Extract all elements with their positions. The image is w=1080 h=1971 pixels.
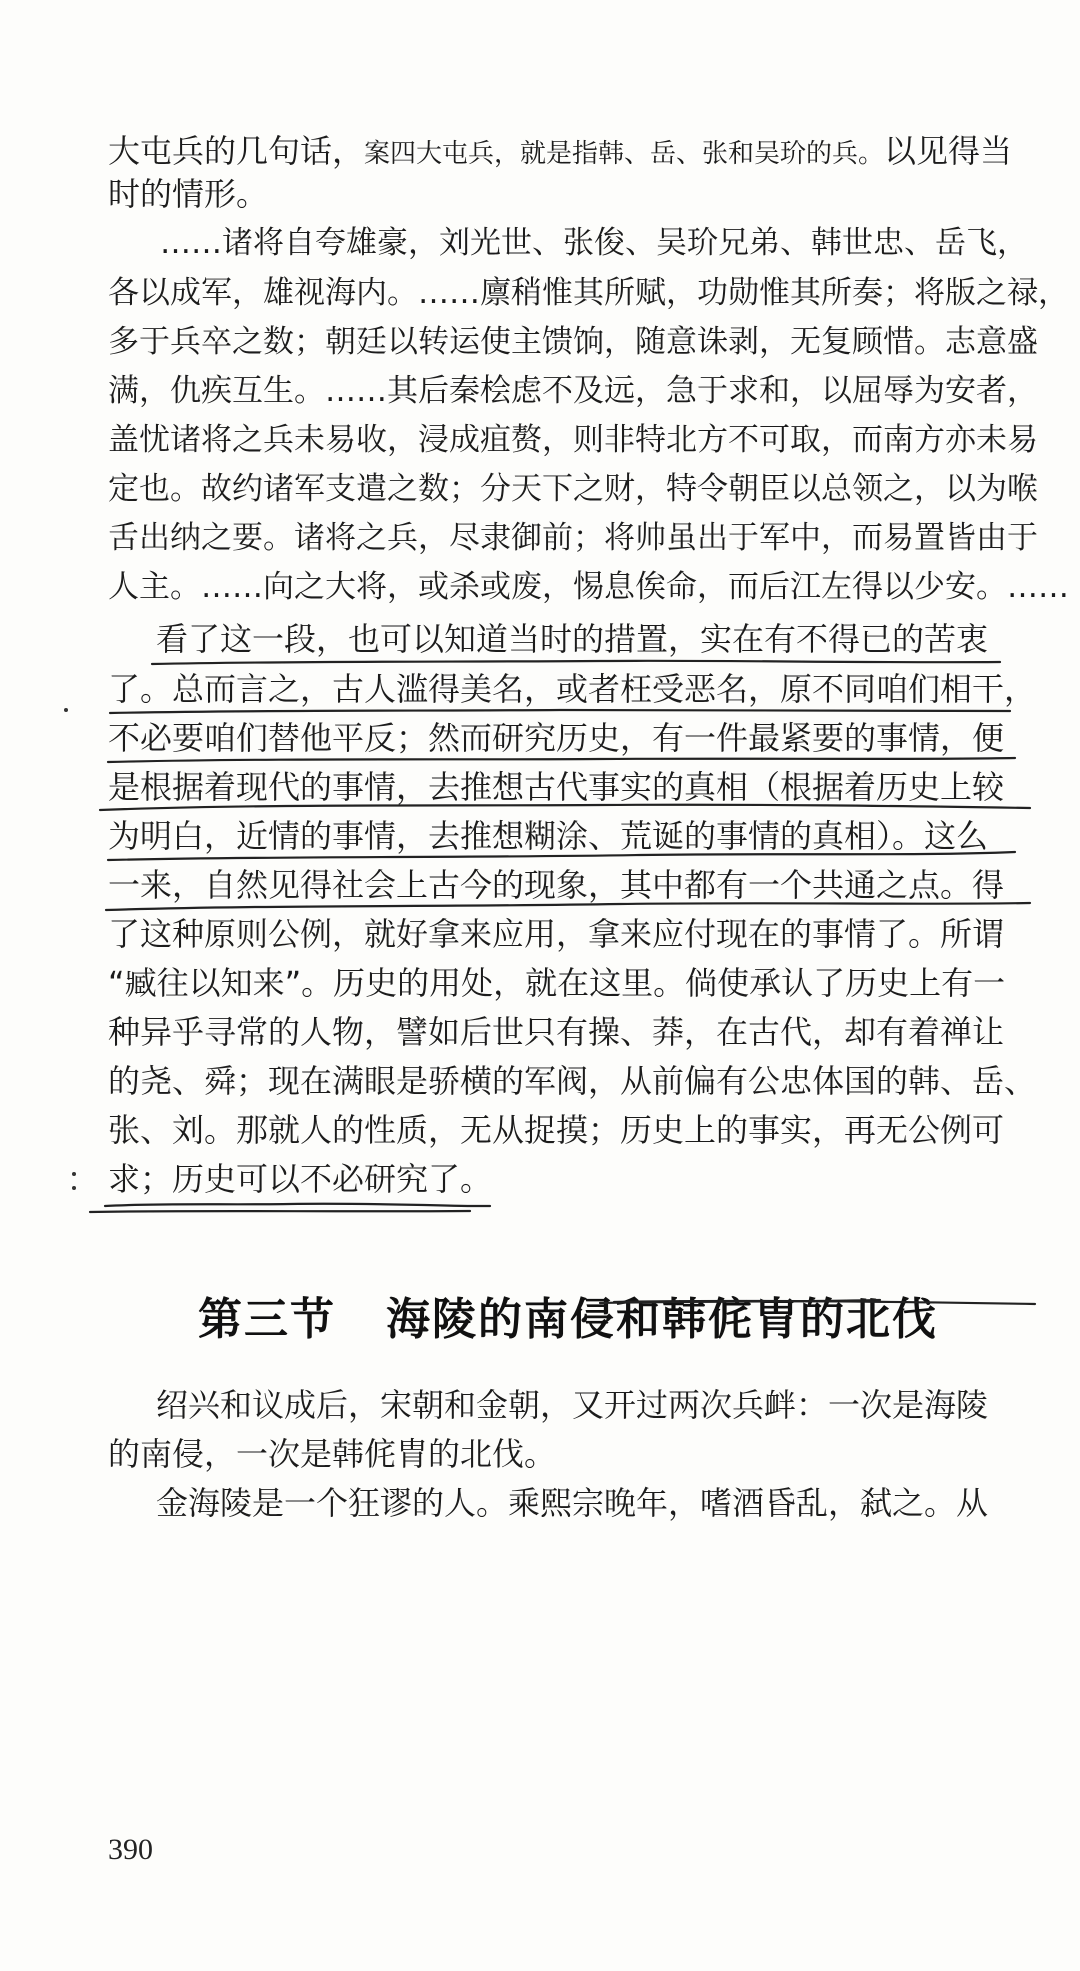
quote-line-2: 各以成军，雄视海内。……廪稍惟其所赋，功勋惟其所奏；将版之禄， (108, 275, 1069, 311)
after-line-3: 金海陵是一个狂谬的人。乘熙宗晚年，嗜酒昏乱，弑之。从 (156, 1484, 989, 1522)
quote-line-1: ……诸将自夸雄豪，刘光世、张俊、吴玠兄弟、韩世忠、岳飞， (160, 225, 1028, 261)
text-line-1-start: 大屯兵的几句话， (108, 132, 365, 170)
underline-stroke (152, 661, 1000, 664)
body-line-4: 是根据着现代的事情，去推想古代事实的真相（根据着历史上较 (108, 768, 1005, 806)
body-line-5: 为明白，近情的事情，去推想糊涂、荒诞的事情的真相）。这么 (108, 817, 989, 855)
body-line-7: 了这种原则公例，就好拿来应用，拿来应付现在的事情了。所谓 (108, 915, 1005, 953)
body-line-9: 种异乎寻常的人物，譬如后世只有操、莽，在古代，却有着禅让 (108, 1013, 1005, 1051)
underline-stroke (110, 710, 1010, 713)
underline-stroke (108, 758, 1015, 762)
body-line-11: 张、刘。那就人的性质，无从捉摸；历史上的事实，再无公例可 (108, 1111, 1005, 1149)
quote-line-8: 人主。……向之大将，或杀或废，惕息俟命，而后江左得以少安。…… (108, 569, 1069, 605)
margin-dot (64, 708, 68, 712)
margin-dot (72, 1186, 76, 1190)
underline-stroke (106, 903, 1030, 910)
body-line-6: 一来，自然见得社会上古今的现象，其中都有一个共通之点。得 (108, 866, 1005, 904)
underline-stroke (105, 1204, 490, 1206)
body-line-3: 不必要咱们替他平反；然而研究历史，有一件最紧要的事情，便 (108, 719, 1005, 757)
underline-stroke (90, 1211, 470, 1212)
inline-note: 案四大屯兵，就是指韩、岳、张和吴玠的兵。 (364, 139, 885, 169)
quote-line-4: 满，仇疾互生。……其后秦桧虑不及远，急于求和，以屈辱为安者， (108, 373, 1038, 409)
text-line-1 (108, 132, 1013, 170)
quote-line-6: 定也。故约诸军支遣之数；分天下之财，特令朝臣以总领之，以为喉 (108, 471, 1038, 507)
section-title: 海陵的南侵和韩侂胄的北伐 (386, 1294, 938, 1345)
body-line-8: “臧往以知来”。历史的用处，就在这里。倘使承认了历史上有一 (108, 964, 1006, 1002)
quote-line-3: 多于兵卒之数；朝廷以转运使主馈饷，随意诛剥，无复顾惜。志意盛 (108, 324, 1038, 360)
body-line-10: 的尧、舜；现在满眼是骄横的军阀，从前偏有公忠体国的韩、岳、 (108, 1062, 1037, 1100)
page-number: 390 (108, 1833, 153, 1866)
after-line-1: 绍兴和议成后，宋朝和金朝，又开过两次兵衅：一次是海陵 (156, 1386, 989, 1424)
quote-line-5: 盖忧诸将之兵未易收，浸成疽赘，则非特北方不可取，而南方亦未易 (108, 422, 1038, 458)
margin-dot (72, 1172, 76, 1176)
body-line-2: 了。总而言之，古人滥得美名，或者枉受恶名，原不同咱们相干， (108, 670, 1037, 708)
body-line-1: 看了这一段，也可以知道当时的措置，实在有不得已的苦衷 (156, 620, 989, 658)
quote-line-7: 舌出纳之要。诸将之兵，尽隶御前；将帅虽出于军中，而易置皆由于 (108, 520, 1038, 556)
section-heading (198, 1283, 938, 1347)
text-line-1-end: 以见得当 (884, 132, 1013, 170)
body-line-12: 求；历史可以不必研究了。 (108, 1160, 493, 1198)
text-line-2: 时的情形。 (108, 175, 269, 213)
section-number: 第三节 (198, 1294, 336, 1345)
after-line-2: 的南侵，一次是韩侂胄的北伐。 (108, 1435, 557, 1473)
